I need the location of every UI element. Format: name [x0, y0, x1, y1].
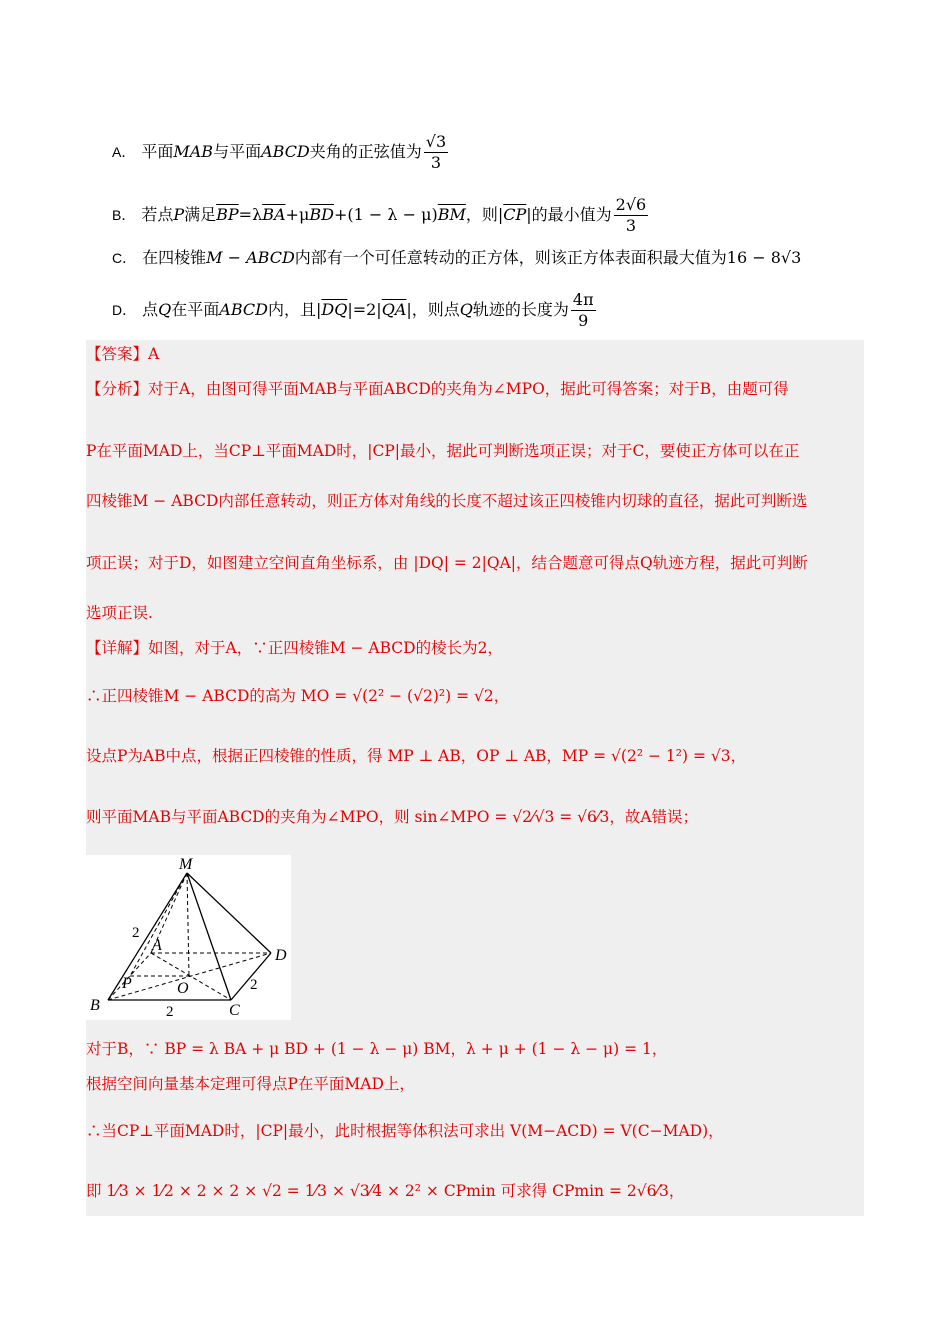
detail-line-4: 则平面MAB与平面ABCD的夹角为∠MPO，则 sin∠MPO = √2⁄√3 = √6⁄3，故A错误；	[86, 808, 699, 826]
detail-line-3: 设点P为AB中点，根据正四棱锥的性质，得 MP ⊥ AB，OP ⊥ AB，MP = √(2² − 1²) = √3，	[86, 747, 747, 765]
analysis-line-5: 选项正误.	[86, 604, 153, 622]
option-a-key: A．	[112, 144, 136, 160]
label-p: P	[122, 975, 132, 992]
edge-label-mb: 2	[132, 925, 140, 941]
edge-label-cd: 2	[250, 977, 258, 993]
detail-line-8: 即 1⁄3 × 1⁄2 × 2 × 2 × √2 = 1⁄3 × √3⁄4 × 2² × CPmin 可求得 CPmin = 2√6⁄3，	[86, 1182, 685, 1200]
detail-line-6: 根据空间向量基本定理可得点P在平面MAD上，	[86, 1075, 415, 1093]
option-a: A． 平面MAB与平面ABCD夹角的正弦值为 $\frac{√3}{3}$	[112, 132, 447, 172]
detail-line-5: 对于B，∵ BP = λ BA + μ BD + (1 − λ − μ) BM，λ + μ + (1 − λ − μ) = 1，	[86, 1040, 668, 1058]
analysis-line-4: 项正误；对于D，如图建立空间直角坐标系，由 |DQ| = 2|QA|，结合题意可得点Q轨迹方程，据此可判断	[86, 554, 808, 572]
analysis-line-2: P在平面MAD上，当CP⊥平面MAD时，|CP|最小，据此可判断选项正误；对于C，要使正方体可以在正	[86, 442, 800, 460]
edge-label-bc: 2	[166, 1004, 174, 1020]
option-b-key: B．	[112, 207, 136, 223]
option-b: B． 若点P满足$\overline{BP}=\lambda\overline{BA}+\mu\overline{BD}+(1 - \lambda - \mu)\overline{BM}$，则$|\overline{CP}|$的最小值为 $\frac{2√6}{3}$	[112, 195, 647, 235]
analysis-line-3: 四棱锥M − ABCD内部任意转动，则正方体对角线的长度不超过该正四棱锥内切球的直径，据此可判断选	[86, 492, 808, 510]
answer-line: 【答案】A	[86, 345, 160, 363]
label-a: A	[152, 937, 162, 954]
label-o: O	[177, 980, 189, 997]
detail-line-7: ∴当CP⊥平面MAD时，|CP|最小，此时根据等体积法可求出 V(M−ACD) = V(C−MAD)，	[86, 1122, 724, 1140]
pyramid-figure	[86, 855, 291, 1020]
label-b: B	[90, 997, 100, 1014]
option-d: D． 点Q在平面ABCD内，且$|\overline{DQ}|=2|\overline{QA}|$，则点Q轨迹的长度为 $\frac{4\pi}{9}$	[112, 290, 594, 330]
option-c: C． 在四棱锥M − ABCD内部有一个可任意转动的正方体，则该正方体表面积最大值为16 − 8√3	[112, 248, 802, 267]
option-c-key: C．	[112, 250, 137, 266]
option-d-key: D．	[112, 302, 137, 318]
detail-line-2: ∴正四棱锥M − ABCD的高为 MO = √(2² − (√2)²) = √2，	[86, 687, 510, 705]
pyramid-diagram	[86, 855, 291, 1020]
detail-line-1: 【详解】如图，对于A，∵正四棱锥M − ABCD的棱长为2，	[86, 639, 503, 657]
label-d: D	[275, 947, 287, 964]
label-m: M	[179, 856, 193, 873]
analysis-line-1: 【分析】对于A，由图可得平面MAB与平面ABCD的夹角为∠MPO，据此可得答案；对于B，由题可得	[86, 380, 789, 398]
label-c: C	[229, 1002, 240, 1019]
